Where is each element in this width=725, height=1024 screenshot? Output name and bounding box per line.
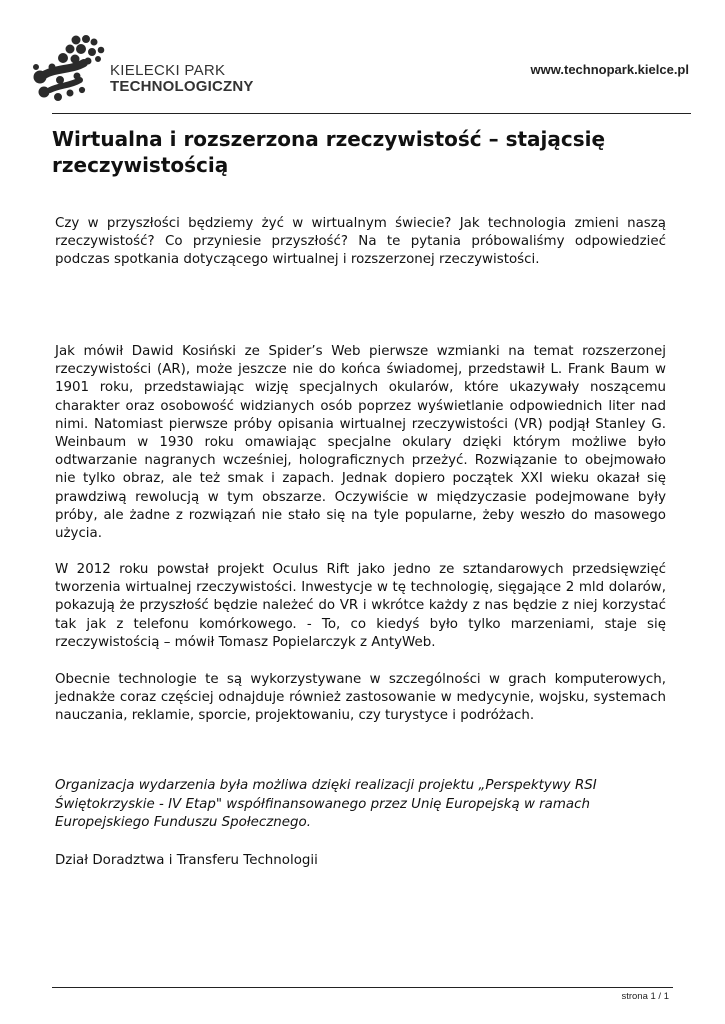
paragraph-intro: Czy w przyszłości będziemy żyć w wirtualnym świecie? Jak technologia zmieni naszą rzeczywistość? Co przyniesie przyszłość? Na te pytania próbowaliśmy odpowiedzieć podczas spotkania dotyczącego wirtualnej i rozszerzonej rzeczywistości. xyxy=(55,216,666,268)
logo-wordmark xyxy=(110,63,254,95)
logo-line-2: TECHNOLOGICZNY xyxy=(110,78,254,95)
funding-note: Organizacja wydarzenia była możliwa dzięki realizacji projektu „Perspektywy RSI Świętokrzyskie - IV Etap" współfinansowanego przez Unię Europejską w ramach Europejskiego Funduszu Społecznego. xyxy=(55,778,597,831)
footer-divider xyxy=(52,987,673,988)
department-signature: Dział Doradztwa i Transferu Technologii xyxy=(55,853,318,868)
dotted-molecule-logo-icon xyxy=(30,30,108,104)
paragraph-applications: Obecnie technologie te są wykorzystywane w szczególności w grach komputerowych, jednakże coraz częściej odnajduje również zastosowanie w medycynie, wojsku, systemach nauczania, reklamie, sporcie, projektowaniu, czy turystyce i podróżach. xyxy=(55,672,666,724)
kpt-logo[interactable] xyxy=(30,30,254,104)
logo-line-1: KIELECKI PARK xyxy=(110,62,226,79)
paragraph-oculus: W 2012 roku powstał projekt Oculus Rift jako jedno ze sztandarowych przedsięwzięć tworzenia wirtualnej rzeczywistości. Inwestycje w tę technologię, sięgające 2 mld dolarów, pokazują że przyszłość będzie należeć do VR i wkrótce każdy z nas będzie z niej korzystać tak jak z telefonu komórkowego. - To, co kiedyś było tylko marzeniami, staje się rzeczywistością – mówił Tomasz Popielarczyk z AntyWeb. xyxy=(55,562,666,650)
paragraph-history: Jak mówił Dawid Kosiński ze Spider’s Web pierwsze wzmianki na temat rozszerzonej rzeczywistości (AR), może jeszcze nie do końca świadomej, przedstawił L. Frank Baum w 1901 roku, przedstawiając wizję specjalnych okularów, które ukazywały noszącemu charakter oraz osobowość widzianych osób poprzez wyświetlanie odpowiednich liter nad nimi. Natomiast pierwsze próby opisania wirtualnej rzeczywistości (VR) podjął Stanley G. Weinbaum w 1930 roku omawiając specjalne okulary dzięki którym możliwe było odtwarzanie nagranych wcześniej, holograficznych przeżyć. Rozwiązanie to obejmowało nie tylko obraz, ale też smak i zapach. Jednak dopiero początek XXI wieku okazał się prawdziwą rewolucją w tym obszarze. Oczywiście w międzyczasie podejmowane były próby, ale żadne z rozwiązań nie stało się na tyle popularne, żeby weszło do masowego użycia. xyxy=(55,344,666,542)
header-divider xyxy=(52,113,691,114)
page-number: strona 1 / 1 xyxy=(621,991,669,1002)
article-title: Wirtualna i rozszerzona rzeczywistość – stającsię rzeczywistością xyxy=(52,127,606,177)
website-link[interactable]: www.technopark.kielce.pl xyxy=(530,62,689,77)
